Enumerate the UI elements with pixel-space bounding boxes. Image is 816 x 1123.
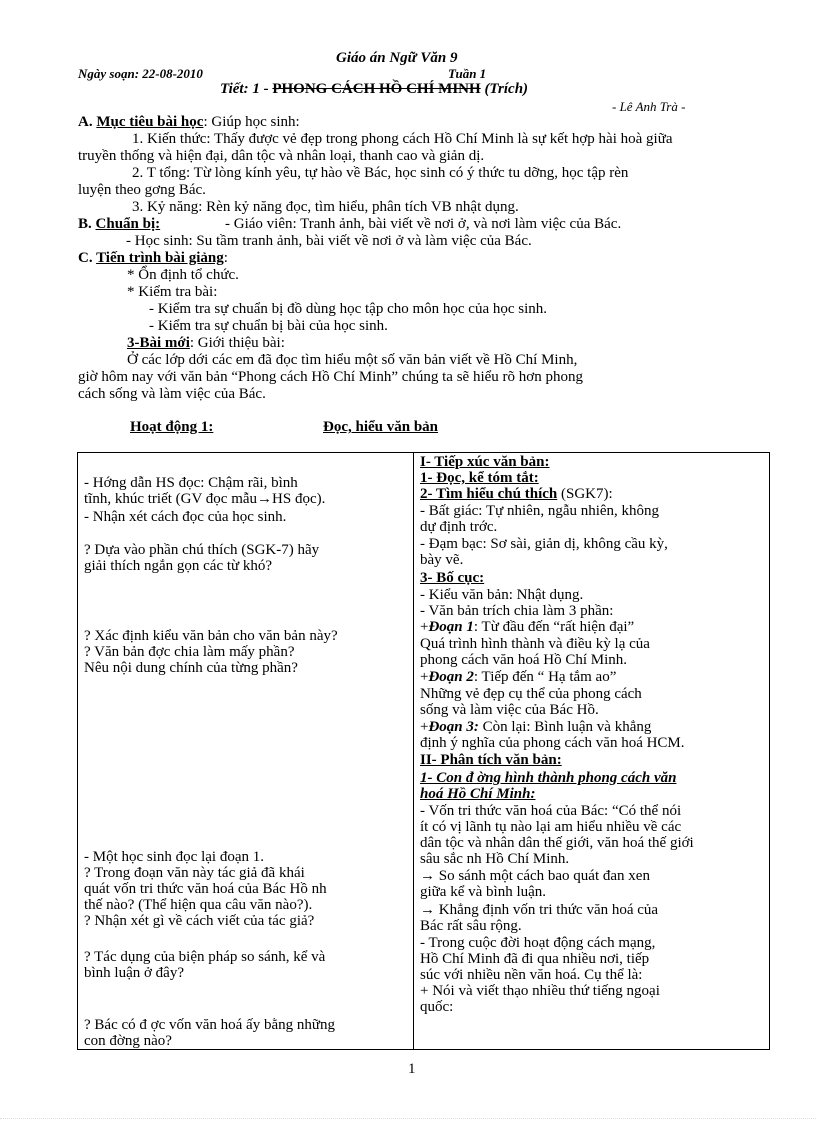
left-line-6: ? Xác định kiểu văn bản cho văn bản này? <box>84 628 338 644</box>
new-lesson-label: 3-Bài mới <box>127 335 190 351</box>
left-line-2-text: tĩnh, khúc triết (GV đọc mẫu <box>84 491 258 507</box>
page-bottom-divider <box>0 1118 816 1119</box>
left-line-1: - Hớng dẫn HS đọc: Chậm rãi, bình <box>84 475 298 491</box>
analysis-a3-1 <box>420 902 658 918</box>
section-b-letter: B. <box>78 216 96 232</box>
heading-read: 1- Đọc, kể tóm tắt: <box>420 470 539 486</box>
part-1-desc-a: Quá trình hình thành và điều kỳ lạ của <box>420 636 650 652</box>
analysis-a4-4: + Nói và viết thạo nhiều thứ tiếng ngoại <box>420 983 660 999</box>
lesson-suffix: (Trích) <box>480 81 529 97</box>
left-line-9: - Một học sinh đọc lại đoạn 1. <box>84 849 264 865</box>
part-3-label: Đoạn 3: <box>428 719 479 735</box>
heading-path-a: 1- Con đ ờng hình thành phong cách văn <box>420 770 677 786</box>
part-2: +Đoạn 2: Tiếp đến “ Hạ tắm ao” <box>420 669 617 685</box>
step-check: * Kiểm tra bài: <box>127 284 218 300</box>
heading-layout: 3- Bố cục: <box>420 570 485 586</box>
analysis-a4-1: - Trong cuộc đời hoạt động cách mạng, <box>420 935 656 951</box>
part-3-rest: Còn lại: Bình luận và khẳng <box>478 719 652 735</box>
left-line-14: ? Tác dụng của biện pháp so sánh, kể và <box>84 949 326 965</box>
heading-contact: I- Tiếp xúc văn bản: <box>420 454 550 470</box>
prep-student: - Học sinh: Su tầm tranh ảnh, bài viết về nơi ở và làm việc của Bác. <box>126 233 532 249</box>
section-a-rest: : Giúp học sinh: <box>203 114 300 130</box>
section-a-title: Mục tiêu bài học <box>96 114 204 130</box>
intro-line-1: Ở các lớp dới các em đã đọc tìm hiểu một số văn bản viết về Hồ Chí Minh, <box>127 352 578 368</box>
analysis-a3-1-text: Khẳng định vốn tri thức văn hoá của <box>438 902 659 918</box>
goal-line-3: 2. T tổng: Từ lòng kính yêu, tự hào về Bác, học sinh có ý thức tu dỡng, học tập rèn <box>132 165 629 181</box>
lesson-prefix: Tiết: 1 - <box>220 81 273 97</box>
part-2-rest: : Tiếp đến “ Hạ tắm ao” <box>473 669 617 685</box>
analysis-a4-5: quốc: <box>420 999 454 1015</box>
analysis-a2-2: giữa kể và bình luận. <box>420 884 547 900</box>
activity-label: Hoạt động 1: <box>130 419 214 435</box>
heading-analysis: II- Phân tích văn bản: <box>420 752 562 768</box>
gloss-1a: - Bất giác: Tự nhiên, ngẫu nhiên, không <box>420 503 660 519</box>
step-organize: * Ổn định tổ chức. <box>127 267 239 283</box>
check-item-2: - Kiểm tra sự chuẩn bị bài của học sinh. <box>149 318 388 334</box>
part-2-label: Đoạn 2 <box>428 669 474 685</box>
document-title: Giáo án Ngữ Văn 9 <box>336 50 458 66</box>
part-1-rest: : Từ đầu đến “rất hiện đại” <box>473 619 635 635</box>
lesson-heading <box>220 81 528 97</box>
part-3-desc: định ý nghĩa của phong cách văn hoá HCM. <box>420 735 685 751</box>
goal-line-5: 3. Kỷ năng: Rèn kỷ năng đọc, tìm hiểu, phân tích VB nhật dụng. <box>132 199 519 215</box>
section-a-heading <box>78 114 300 130</box>
analysis-a2-1-text: So sánh một cách bao quát đan xen <box>438 868 650 884</box>
heading-notes <box>420 486 613 502</box>
part-1-label: Đoạn 1 <box>428 619 474 635</box>
new-lesson <box>127 335 285 351</box>
left-line-11: quát vốn tri thức văn hoá của Bác Hồ nh <box>84 881 327 897</box>
check-item-1: - Kiểm tra sự chuẩn bị đồ dùng học tập cho môn học của học sinh. <box>149 301 548 317</box>
teacher-questions-cell <box>78 453 414 1050</box>
analysis-a3-2: Bác rất sâu rộng. <box>420 918 522 934</box>
part-1-desc-b: phong cách văn hoá Hồ Chí Minh. <box>420 652 628 668</box>
goal-line-4: luyện theo gơng Bác. <box>78 182 206 198</box>
left-line-10: ? Trong đoạn văn này tác giả đã khái <box>84 865 305 881</box>
section-c-title: Tiến trình bài giảng <box>96 250 224 266</box>
arrow-right-icon: → <box>420 902 435 918</box>
activity-title: Đọc, hiểu văn bản <box>323 419 439 435</box>
gloss-1b: dự định trớc. <box>420 519 498 535</box>
text-type: - Kiểu văn bản: Nhật dụng. <box>420 587 584 603</box>
week-label: Tuần 1 <box>448 66 487 81</box>
left-line-16: ? Bác có đ ợc vốn văn hoá ấy bằng những <box>84 1017 335 1033</box>
left-line-2-tail: HS đọc). <box>272 491 326 507</box>
analysis-a1-4: sâu sắc nh Hồ Chí Minh. <box>420 851 570 867</box>
left-line-15: bình luận ở đây? <box>84 965 184 981</box>
left-line-2 <box>84 491 325 507</box>
part-2-desc-a: Những vẻ đẹp cụ thể của phong cách <box>420 686 642 702</box>
goal-line-1: 1. Kiến thức: Thấy được vẻ đẹp trong phong cách Hồ Chí Minh là sự kết hợp hài hoà giữa <box>132 131 673 147</box>
left-line-8: Nêu nội dung chính của từng phần? <box>84 660 298 676</box>
left-line-4: ? Dựa vào phần chú thích (SGK-7) hãy <box>84 542 320 558</box>
left-line-5: giải thích ngắn gọn các từ khó? <box>84 558 273 574</box>
analysis-a4-2: Hồ Chí Minh đã đi qua nhiều nơi, tiếp <box>420 951 650 967</box>
analysis-a1-1: - Vốn tri thức văn hoá của Bác: “Có thể nói <box>420 803 682 819</box>
analysis-a1-3: dân tộc và nhân dân thế giới, văn hoá thế giới <box>420 835 694 851</box>
left-line-13: ? Nhận xét gì về cách viết của tác giả? <box>84 913 315 929</box>
content-cell <box>414 453 770 1050</box>
text-parts: - Văn bản trích chia làm 3 phần: <box>420 603 614 619</box>
analysis-a2-1 <box>420 868 650 884</box>
section-b-title: Chuẩn bị: <box>95 216 161 232</box>
intro-line-3: cách sống và làm việc của Bác. <box>78 386 266 402</box>
author: - Lê Anh Trà - <box>612 99 686 114</box>
new-lesson-rest: : Giới thiệu bài: <box>189 335 285 351</box>
heading-notes-title: 2- Tìm hiểu chú thích <box>420 486 558 502</box>
left-line-7: ? Văn bản đợc chia làm mấy phần? <box>84 644 295 660</box>
arrow-right-icon: → <box>257 491 273 507</box>
left-line-3: - Nhận xét cách đọc của học sinh. <box>84 509 287 525</box>
goal-line-2: truyền thống và hiện đại, dân tộc và nhân loại, thanh cao và giản dị. <box>78 148 485 164</box>
heading-path-b: hoá Hồ Chí Minh: <box>420 786 536 802</box>
date-line: Ngày soạn: 22-08-2010 <box>78 66 203 81</box>
section-b-heading <box>78 216 160 232</box>
section-c-heading <box>78 250 228 266</box>
lesson-title: PHONG CÁCH HỒ CHÍ MINH <box>272 81 481 97</box>
intro-line-2: giờ hôm nay với văn bản “Phong cách Hồ Chí Minh” chúng ta sẽ hiểu rõ hơn phong <box>78 369 583 385</box>
part-2-desc-b: sống và làm việc của Bác Hồ. <box>420 702 599 718</box>
left-line-17: con đờng nào? <box>84 1033 172 1049</box>
gloss-2a: - Đạm bạc: Sơ sài, giản dị, không cầu kỳ, <box>420 536 668 552</box>
section-c-rest: : <box>223 250 228 266</box>
heading-notes-rest: (SGK7): <box>557 486 613 502</box>
page-number: 1 <box>408 1061 416 1077</box>
analysis-a1-2: ít có vị lãnh tụ nào lại am hiểu nhiều về các <box>420 819 682 835</box>
left-line-12: thế nào? (Thể hiện qua câu văn nào?). <box>84 897 313 913</box>
part-3: +Đoạn 3: Còn lại: Bình luận và khẳng <box>420 719 652 735</box>
part-1: +Đoạn 1: Từ đầu đến “rất hiện đại” <box>420 619 635 635</box>
analysis-a4-3: súc với nhiều nền văn hoá. Cụ thể là: <box>420 967 643 983</box>
section-c-letter: C. <box>78 250 97 266</box>
arrow-right-icon: → <box>420 868 435 884</box>
prep-teacher: - Giáo viên: Tranh ảnh, bài viết về nơi ở, và nơi làm việc của Bác. <box>225 216 622 232</box>
lesson-table <box>77 452 770 1050</box>
gloss-2b: bày vẽ. <box>420 552 464 568</box>
section-a-letter: A. <box>78 114 97 130</box>
